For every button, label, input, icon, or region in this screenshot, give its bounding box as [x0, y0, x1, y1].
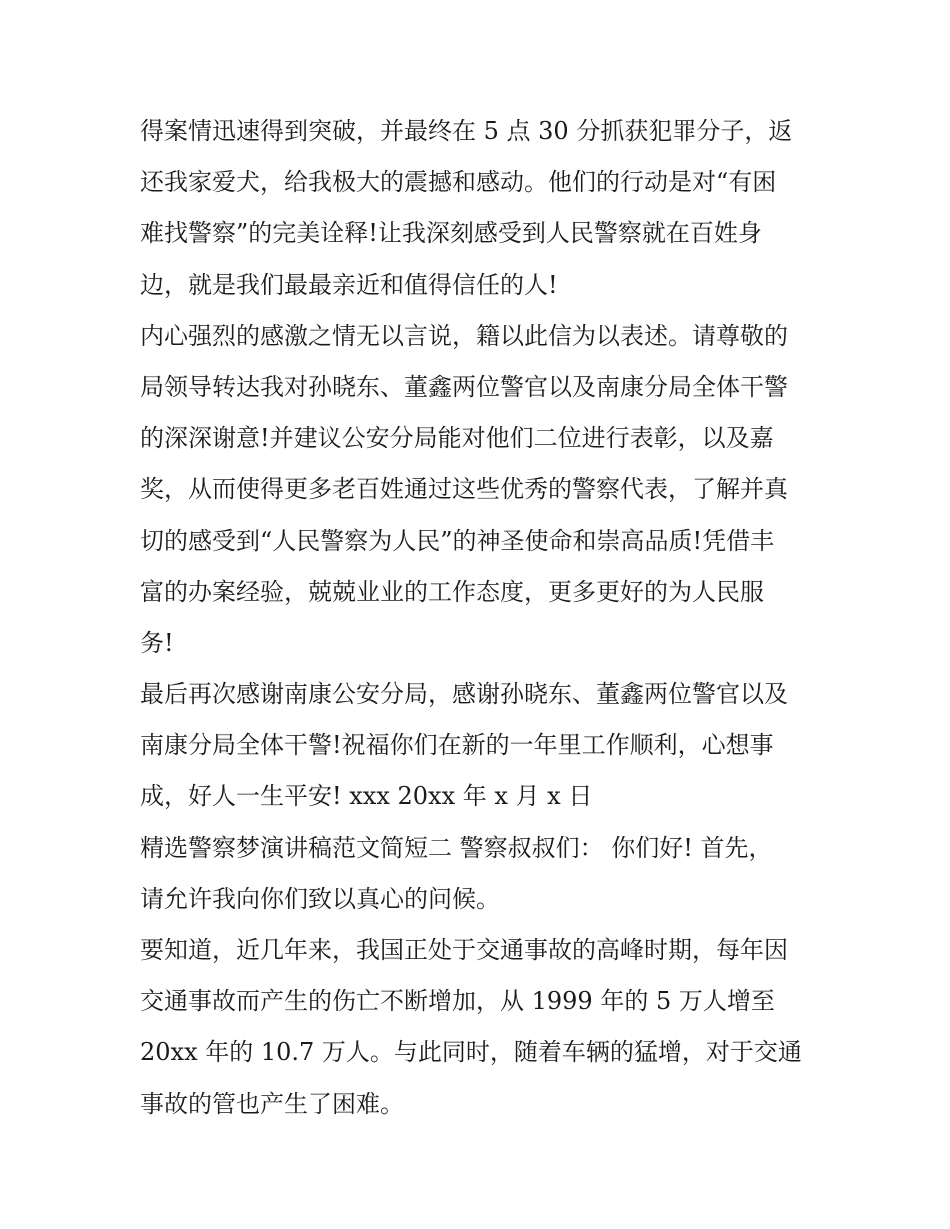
paragraph-3	[140, 669, 820, 823]
text-line: 南康分局全体干警!祝福你们在新的一年里工作顺利，心想事	[140, 731, 774, 760]
text-line: 务!	[140, 628, 174, 657]
text-line: 精选警察梦演讲稿范文简短二 警察叔叔们： 你们好! 首先，	[140, 833, 773, 862]
text-line: 要知道，近几年来，我国正处于交通事故的高峰时期，每年因	[140, 936, 788, 964]
text-line: 成，好人一生平安! xxx 20xx 年 x 月 x 日	[140, 782, 593, 811]
text-line: 的深深谢意!并建议公安分局能对他们二位进行表彰，以及嘉	[140, 424, 774, 453]
text-line: 难找警察”的完美诠释!让我深刻感受到人民警察就在百姓身	[140, 219, 762, 248]
document-body	[140, 106, 820, 1130]
text-line: 奖，从而使得更多老百姓通过这些优秀的警察代表，了解并真	[140, 475, 788, 504]
text-line: 内心强烈的感激之情无以言说，籍以此信为以表述。请尊敬的	[140, 321, 788, 350]
text-line: 交通事故而产生的伤亡不断增加，从 1999 年的 5 万人增至	[140, 987, 775, 1016]
text-line: 切的感受到“人民警察为人民”的神圣使命和崇高品质!凭借丰	[140, 526, 775, 555]
text-line: 还我家爱犬，给我极大的震撼和感动。他们的行动是对“有困	[140, 168, 777, 197]
text-line: 富的办案经验，兢兢业业的工作态度，更多更好的为人民服	[140, 577, 764, 606]
text-line: 20xx 年的 10.7 万人。与此同时，随着车辆的猛增，对于交通	[140, 1038, 802, 1067]
paragraph-1	[140, 106, 820, 311]
text-line: 最后再次感谢南康公安分局，感谢孙晓东、董鑫两位警官以及	[140, 680, 788, 709]
text-line: 请允许我向你们致以真心的问候。	[140, 884, 500, 913]
paragraph-2	[140, 311, 820, 669]
text-line: 边，就是我们最最亲近和值得信任的人!	[140, 270, 558, 299]
text-line: 局领导转达我对孙晓东、董鑫两位警官以及南康分局全体干警	[140, 372, 788, 401]
text-line: 事故的管也产生了困难。	[140, 1089, 404, 1118]
text-line: 得案情迅速得到突破，并最终在 5 点 30 分抓获犯罪分子，返	[140, 117, 793, 145]
paragraph-4	[140, 823, 820, 925]
paragraph-5	[140, 925, 820, 1130]
